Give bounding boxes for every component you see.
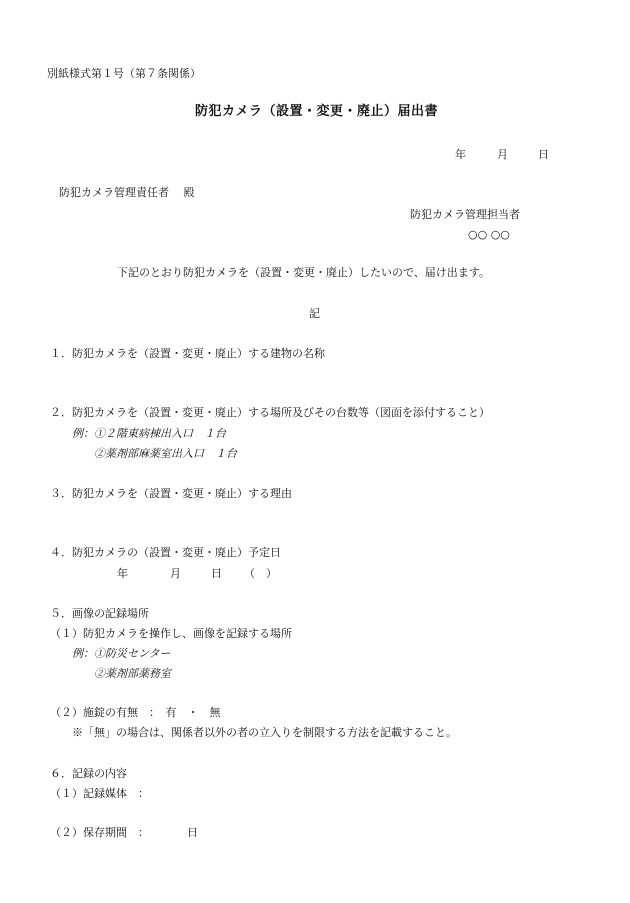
- form-reference: 別紙様式第１号（第７条関係）: [47, 67, 201, 80]
- item2-example2: ②薬剤部麻薬室出入口 １台: [94, 447, 237, 460]
- item6-sub2-label: （２）保存期間 ：: [50, 826, 149, 839]
- item4-date-day: 日: [211, 567, 222, 580]
- item2-heading: ２．防犯カメラを（設置・変更・廃止）する場所及びその台数等（図面を添付すること）: [50, 406, 490, 419]
- item5-example1: 例：①防災センター: [72, 647, 171, 660]
- item6-heading: ６．記録の内容: [50, 767, 127, 780]
- sender-name: ○○ ○○: [468, 228, 510, 241]
- item4-heading: ４．防犯カメラの（設置・変更・廃止）予定日: [50, 546, 281, 559]
- item6-sub2-unit: 日: [187, 826, 198, 839]
- item5-example2: ②薬剤部薬務室: [94, 667, 171, 680]
- item2-example1: 例：①２階東病棟出入口 １台: [72, 427, 226, 440]
- date-month-label: 月: [497, 148, 508, 161]
- form-title: 防犯カメラ（設置・変更・廃止）届出書: [195, 104, 439, 119]
- ki-heading: 記: [309, 307, 320, 320]
- item4-date-year: 年: [117, 567, 128, 580]
- date-day-label: 日: [538, 148, 549, 161]
- item5-note: ※「無」の場合は、関係者以外の者の立入りを制限する方法を記載すること。: [72, 726, 457, 739]
- date-year-label: 年: [455, 148, 466, 161]
- item3-heading: ３．防犯カメラを（設置・変更・廃止）する理由: [50, 487, 292, 500]
- intro-text: 下記のとおり防犯カメラを（設置・変更・廃止）したいので、届け出ます。: [117, 266, 490, 279]
- sender-role: 防犯カメラ管理担当者: [410, 208, 520, 221]
- item4-date-weekday: （ ）: [244, 567, 277, 580]
- item5-sub2: （２）施錠の有無 ： 有 ・ 無: [50, 706, 221, 719]
- item5-heading: ５．画像の記録場所: [50, 607, 149, 620]
- item4-date-month: 月: [170, 567, 181, 580]
- item5-sub1: （１）防犯カメラを操作し、画像を記録する場所: [50, 627, 292, 640]
- addressee: 防犯カメラ管理責任者 殿: [59, 186, 195, 199]
- item6-sub1: （１）記録媒体 ：: [50, 787, 149, 800]
- item1-heading: １．防犯カメラを（設置・変更・廃止）する建物の名称: [50, 347, 325, 360]
